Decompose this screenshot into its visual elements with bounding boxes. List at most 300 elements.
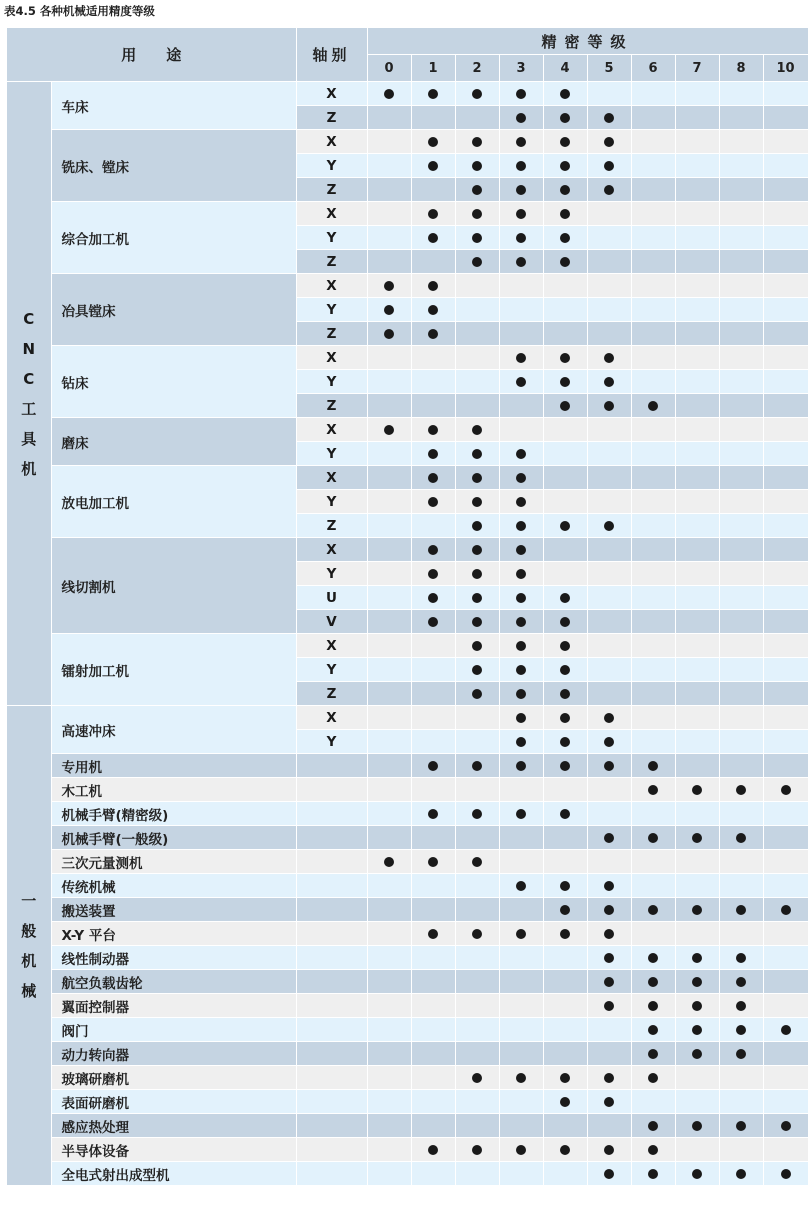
- group-label-char: C: [23, 309, 35, 328]
- grade-cell: [367, 706, 411, 730]
- grade-cell: [719, 274, 763, 298]
- dot-mark-icon: [516, 353, 526, 363]
- grade-cell: [499, 1018, 543, 1042]
- grade-cell: [587, 922, 631, 946]
- grade-cell: [675, 1162, 719, 1186]
- grade-cell: [719, 1138, 763, 1162]
- grade-cell: [675, 370, 719, 394]
- axis-cell: U: [296, 586, 367, 610]
- dot-mark-icon: [428, 209, 438, 219]
- dot-mark-icon: [692, 1049, 702, 1059]
- dot-mark-icon: [428, 449, 438, 459]
- grade-cell: [455, 178, 499, 202]
- grade-cell: [543, 730, 587, 754]
- axis-cell: Z: [296, 322, 367, 346]
- dot-mark-icon: [781, 905, 791, 915]
- dot-mark-icon: [604, 953, 614, 963]
- grade-cell: [631, 874, 675, 898]
- grade-cell: [411, 1018, 455, 1042]
- grade-cell: [631, 658, 675, 682]
- group-label: [7, 706, 51, 1186]
- grade-cell: [543, 682, 587, 706]
- grade-cell: [543, 1042, 587, 1066]
- table-row: [7, 778, 808, 802]
- grade-cell: [543, 298, 587, 322]
- dot-mark-icon: [692, 1025, 702, 1035]
- grade-cell: [763, 730, 808, 754]
- grade-header-4: 4: [543, 55, 587, 82]
- machine-name: 动力转向器: [51, 1042, 296, 1066]
- dot-mark-icon: [428, 857, 438, 867]
- grade-cell: [719, 154, 763, 178]
- dot-mark-icon: [472, 473, 482, 483]
- grade-cell: [455, 250, 499, 274]
- grade-cell: [543, 250, 587, 274]
- table-row: [7, 1018, 808, 1042]
- grade-cell: [455, 1018, 499, 1042]
- grade-cell: [763, 490, 808, 514]
- grade-cell: [719, 202, 763, 226]
- dot-mark-icon: [560, 641, 570, 651]
- grade-cell: [675, 682, 719, 706]
- dot-mark-icon: [516, 161, 526, 171]
- grade-cell: [719, 994, 763, 1018]
- grade-cell: [499, 1066, 543, 1090]
- grade-cell: [587, 754, 631, 778]
- machine-name: 木工机: [51, 778, 296, 802]
- dot-mark-icon: [428, 1145, 438, 1155]
- grade-cell: [411, 586, 455, 610]
- machine-name: 专用机: [51, 754, 296, 778]
- grade-cell: [367, 1162, 411, 1186]
- grade-cell: [587, 1114, 631, 1138]
- grade-cell: [763, 778, 808, 802]
- axis-cell: [296, 898, 367, 922]
- grade-cell: [411, 778, 455, 802]
- grade-cell: [719, 346, 763, 370]
- grade-cell: [543, 394, 587, 418]
- grade-cell: [411, 322, 455, 346]
- grade-cell: [763, 250, 808, 274]
- precision-grade-table: [7, 28, 809, 1186]
- machine-name: 半导体设备: [51, 1138, 296, 1162]
- grade-cell: [763, 538, 808, 562]
- grade-cell: [719, 706, 763, 730]
- grade-cell: [719, 610, 763, 634]
- grade-cell: [675, 442, 719, 466]
- dot-mark-icon: [428, 617, 438, 627]
- grade-cell: [543, 1018, 587, 1042]
- grade-cell: [499, 418, 543, 442]
- grade-cell: [675, 1018, 719, 1042]
- grade-header-2: 2: [455, 55, 499, 82]
- grade-cell: [543, 202, 587, 226]
- grade-cell: [719, 898, 763, 922]
- grade-cell: [367, 130, 411, 154]
- grade-cell: [499, 82, 543, 106]
- dot-mark-icon: [560, 185, 570, 195]
- grade-cell: [587, 682, 631, 706]
- grade-cell: [411, 202, 455, 226]
- grade-cell: [367, 1042, 411, 1066]
- axis-cell: [296, 946, 367, 970]
- dot-mark-icon: [384, 857, 394, 867]
- grade-cell: [411, 154, 455, 178]
- grade-cell: [631, 1162, 675, 1186]
- grade-cell: [411, 634, 455, 658]
- dot-mark-icon: [516, 1145, 526, 1155]
- grade-cell: [367, 826, 411, 850]
- grade-cell: [631, 922, 675, 946]
- grade-cell: [455, 394, 499, 418]
- grade-cell: [675, 802, 719, 826]
- grade-cell: [763, 850, 808, 874]
- dot-mark-icon: [560, 929, 570, 939]
- axis-cell: X: [296, 418, 367, 442]
- grade-cell: [719, 1162, 763, 1186]
- dot-mark-icon: [472, 593, 482, 603]
- grade-header-0: 0: [367, 55, 411, 82]
- grade-cell: [719, 946, 763, 970]
- dot-mark-icon: [648, 977, 658, 987]
- machine-name: 线切割机: [51, 538, 296, 634]
- dot-mark-icon: [472, 761, 482, 771]
- dot-mark-icon: [692, 1121, 702, 1131]
- grade-cell: [455, 154, 499, 178]
- grade-cell: [763, 754, 808, 778]
- grade-cell: [455, 730, 499, 754]
- grade-cell: [543, 1090, 587, 1114]
- dot-mark-icon: [472, 809, 482, 819]
- grade-cell: [367, 610, 411, 634]
- grade-cell: [499, 970, 543, 994]
- grade-cell: [719, 682, 763, 706]
- dot-mark-icon: [516, 617, 526, 627]
- dot-mark-icon: [472, 1145, 482, 1155]
- dot-mark-icon: [560, 809, 570, 819]
- grade-cell: [675, 346, 719, 370]
- grade-cell: [499, 106, 543, 130]
- grade-cell: [675, 1042, 719, 1066]
- dot-mark-icon: [472, 89, 482, 99]
- grade-cell: [763, 154, 808, 178]
- grade-cell: [411, 370, 455, 394]
- grade-cell: [411, 394, 455, 418]
- grade-cell: [367, 658, 411, 682]
- dot-mark-icon: [472, 257, 482, 267]
- grade-cell: [499, 274, 543, 298]
- dot-mark-icon: [560, 401, 570, 411]
- grade-cell: [719, 562, 763, 586]
- grade-cell: [631, 1138, 675, 1162]
- use-column-header: 用 途: [7, 28, 296, 82]
- grade-cell: [763, 298, 808, 322]
- grade-cell: [455, 802, 499, 826]
- grade-cell: [499, 610, 543, 634]
- grade-cell: [499, 1114, 543, 1138]
- axis-cell: Y: [296, 730, 367, 754]
- dot-mark-icon: [560, 1145, 570, 1155]
- axis-cell: X: [296, 130, 367, 154]
- grade-cell: [675, 514, 719, 538]
- table-header: [7, 28, 808, 82]
- grade-cell: [763, 562, 808, 586]
- axis-cell: V: [296, 610, 367, 634]
- axis-cell: [296, 970, 367, 994]
- grade-cell: [719, 130, 763, 154]
- dot-mark-icon: [648, 1145, 658, 1155]
- grade-cell: [587, 274, 631, 298]
- grade-cell: [455, 226, 499, 250]
- grade-cell: [455, 514, 499, 538]
- grade-cell: [587, 226, 631, 250]
- grade-cell: [411, 1138, 455, 1162]
- grade-cell: [367, 442, 411, 466]
- dot-mark-icon: [604, 161, 614, 171]
- grade-cell: [587, 898, 631, 922]
- grade-cell: [587, 490, 631, 514]
- grade-cell: [719, 1042, 763, 1066]
- group-label-char: 机: [21, 459, 37, 478]
- grade-cell: [631, 394, 675, 418]
- grade-cell: [499, 514, 543, 538]
- axis-cell: Z: [296, 514, 367, 538]
- grade-cell: [411, 658, 455, 682]
- grade-header-3: 3: [499, 55, 543, 82]
- grade-cell: [631, 250, 675, 274]
- grade-cell: [543, 130, 587, 154]
- grade-cell: [367, 586, 411, 610]
- grade-cell: [631, 274, 675, 298]
- dot-mark-icon: [560, 905, 570, 915]
- grade-cell: [587, 130, 631, 154]
- grade-cell: [675, 826, 719, 850]
- grade-cell: [675, 874, 719, 898]
- dot-mark-icon: [604, 905, 614, 915]
- grade-cell: [411, 922, 455, 946]
- grade-cell: [763, 82, 808, 106]
- grade-header-10: 10: [763, 55, 808, 82]
- dot-mark-icon: [781, 1169, 791, 1179]
- grade-cell: [719, 226, 763, 250]
- grade-cell: [455, 850, 499, 874]
- grade-cell: [719, 178, 763, 202]
- machine-name: X-Y 平台: [51, 922, 296, 946]
- dot-mark-icon: [604, 713, 614, 723]
- grade-cell: [455, 274, 499, 298]
- axis-cell: X: [296, 538, 367, 562]
- grade-cell: [719, 514, 763, 538]
- grade-group-header: 精密等级: [367, 28, 808, 55]
- dot-mark-icon: [472, 497, 482, 507]
- grade-cell: [543, 898, 587, 922]
- grade-cell: [455, 1114, 499, 1138]
- grade-cell: [763, 1018, 808, 1042]
- grade-cell: [543, 754, 587, 778]
- grade-cell: [631, 130, 675, 154]
- axis-cell: Z: [296, 106, 367, 130]
- dot-mark-icon: [604, 833, 614, 843]
- dot-mark-icon: [516, 473, 526, 483]
- dot-mark-icon: [428, 89, 438, 99]
- grade-cell: [367, 802, 411, 826]
- grade-cell: [763, 634, 808, 658]
- grade-cell: [675, 274, 719, 298]
- grade-cell: [675, 418, 719, 442]
- machine-name: 冶具镗床: [51, 274, 296, 346]
- grade-cell: [367, 970, 411, 994]
- axis-cell: Z: [296, 394, 367, 418]
- dot-mark-icon: [472, 425, 482, 435]
- grade-cell: [411, 346, 455, 370]
- grade-cell: [411, 802, 455, 826]
- grade-cell: [499, 130, 543, 154]
- dot-mark-icon: [781, 1121, 791, 1131]
- grade-cell: [499, 682, 543, 706]
- grade-cell: [631, 850, 675, 874]
- dot-mark-icon: [648, 1121, 658, 1131]
- grade-cell: [587, 706, 631, 730]
- grade-cell: [499, 778, 543, 802]
- grade-cell: [631, 106, 675, 130]
- grade-cell: [675, 970, 719, 994]
- dot-mark-icon: [428, 593, 438, 603]
- grade-cell: [763, 106, 808, 130]
- dot-mark-icon: [560, 377, 570, 387]
- dot-mark-icon: [472, 545, 482, 555]
- grade-cell: [719, 538, 763, 562]
- grade-cell: [411, 82, 455, 106]
- grade-cell: [455, 874, 499, 898]
- grade-cell: [499, 178, 543, 202]
- dot-mark-icon: [560, 881, 570, 891]
- grade-cell: [367, 874, 411, 898]
- grade-cell: [631, 418, 675, 442]
- grade-cell: [411, 754, 455, 778]
- grade-cell: [763, 370, 808, 394]
- grade-cell: [499, 154, 543, 178]
- dot-mark-icon: [384, 425, 394, 435]
- dot-mark-icon: [736, 1049, 746, 1059]
- axis-cell: Y: [296, 226, 367, 250]
- axis-cell: [296, 874, 367, 898]
- grade-cell: [631, 634, 675, 658]
- dot-mark-icon: [692, 833, 702, 843]
- axis-cell: X: [296, 634, 367, 658]
- grade-cell: [719, 106, 763, 130]
- grade-cell: [631, 1042, 675, 1066]
- grade-cell: [719, 754, 763, 778]
- grade-cell: [499, 826, 543, 850]
- grade-cell: [587, 562, 631, 586]
- dot-mark-icon: [516, 593, 526, 603]
- grade-cell: [763, 946, 808, 970]
- table-row: [7, 826, 808, 850]
- dot-mark-icon: [560, 521, 570, 531]
- grade-cell: [499, 706, 543, 730]
- grade-cell: [675, 250, 719, 274]
- grade-cell: [763, 874, 808, 898]
- axis-cell: Y: [296, 658, 367, 682]
- grade-cell: [631, 1066, 675, 1090]
- table-row: [7, 1042, 808, 1066]
- dot-mark-icon: [560, 593, 570, 603]
- dot-mark-icon: [428, 281, 438, 291]
- machine-name: 铣床、镗床: [51, 130, 296, 202]
- grade-cell: [675, 922, 719, 946]
- table-row: [7, 466, 808, 490]
- grade-cell: [631, 970, 675, 994]
- grade-cell: [411, 1090, 455, 1114]
- dot-mark-icon: [516, 929, 526, 939]
- dot-mark-icon: [736, 1169, 746, 1179]
- grade-cell: [455, 538, 499, 562]
- grade-cell: [411, 418, 455, 442]
- grade-cell: [631, 178, 675, 202]
- grade-cell: [763, 1114, 808, 1138]
- grade-cell: [499, 490, 543, 514]
- grade-cell: [499, 442, 543, 466]
- grade-cell: [719, 1114, 763, 1138]
- grade-cell: [411, 682, 455, 706]
- grade-cell: [631, 226, 675, 250]
- grade-cell: [631, 346, 675, 370]
- dot-mark-icon: [472, 857, 482, 867]
- grade-cell: [411, 466, 455, 490]
- grade-cell: [455, 634, 499, 658]
- grade-cell: [499, 874, 543, 898]
- grade-header-6: 6: [631, 55, 675, 82]
- grade-cell: [763, 970, 808, 994]
- grade-cell: [719, 322, 763, 346]
- grade-cell: [367, 466, 411, 490]
- grade-cell: [455, 1162, 499, 1186]
- grade-cell: [543, 778, 587, 802]
- dot-mark-icon: [472, 521, 482, 531]
- grade-cell: [675, 178, 719, 202]
- machine-name: 高速冲床: [51, 706, 296, 754]
- grade-cell: [543, 946, 587, 970]
- grade-cell: [367, 346, 411, 370]
- grade-cell: [675, 706, 719, 730]
- machine-name: 玻璃研磨机: [51, 1066, 296, 1090]
- group-label-char: N: [22, 339, 36, 358]
- grade-cell: [587, 826, 631, 850]
- grade-cell: [587, 658, 631, 682]
- grade-cell: [367, 634, 411, 658]
- grade-cell: [763, 346, 808, 370]
- dot-mark-icon: [648, 1049, 658, 1059]
- grade-cell: [411, 298, 455, 322]
- grade-cell: [631, 586, 675, 610]
- grade-cell: [675, 466, 719, 490]
- machine-name: 搬送装置: [51, 898, 296, 922]
- grade-cell: [543, 826, 587, 850]
- grade-cell: [455, 1042, 499, 1066]
- grade-cell: [367, 1114, 411, 1138]
- grade-cell: [763, 322, 808, 346]
- table-row: [7, 538, 808, 562]
- grade-cell: [411, 514, 455, 538]
- dot-mark-icon: [560, 689, 570, 699]
- grade-cell: [675, 850, 719, 874]
- grade-cell: [631, 994, 675, 1018]
- grade-cell: [631, 730, 675, 754]
- grade-cell: [763, 274, 808, 298]
- grade-cell: [587, 106, 631, 130]
- grade-cell: [367, 418, 411, 442]
- dot-mark-icon: [472, 689, 482, 699]
